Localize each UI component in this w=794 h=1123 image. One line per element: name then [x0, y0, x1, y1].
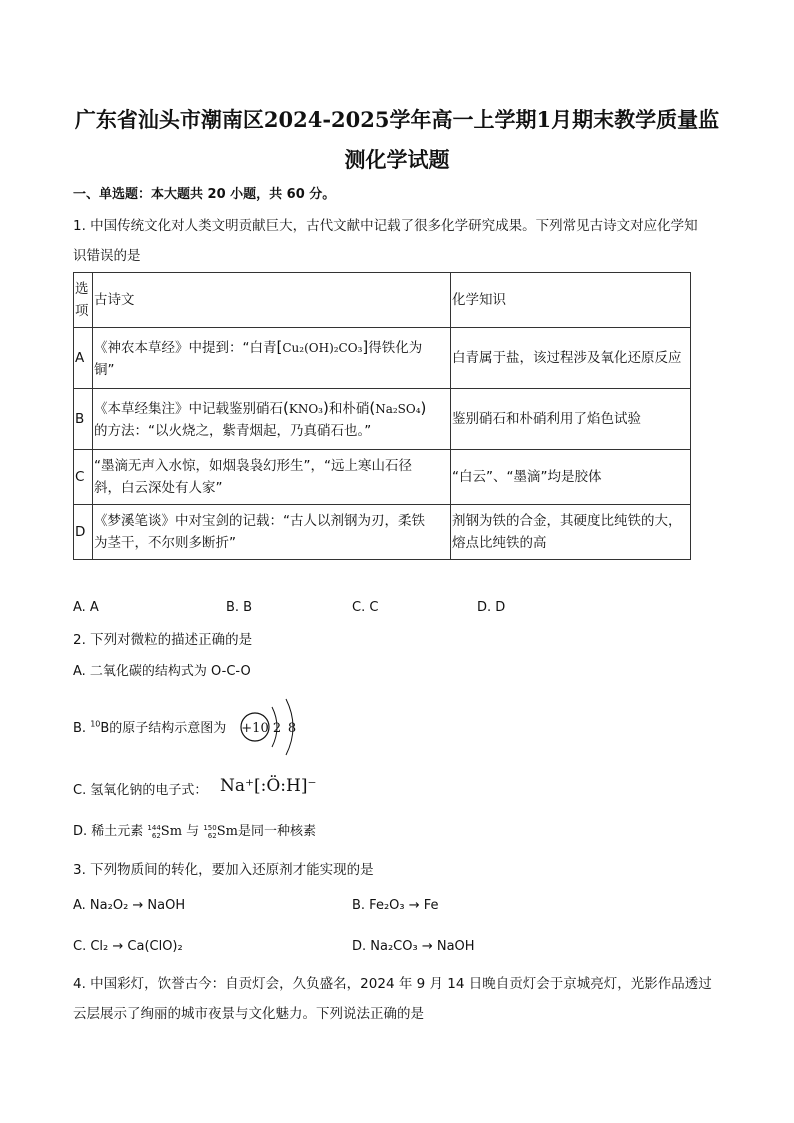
row-knowledge: “白云”、“墨滴”均是胶体 — [451, 450, 691, 505]
q2-option-a[interactable]: A. 二氧化碳的结构式为 O-C-O — [73, 664, 251, 679]
title-line-1: 广东省汕头市潮南区2024-2025学年高一上学期1月期末教学质量监 — [74, 107, 720, 132]
q4-stem-line-1: 4. 中国彩灯，饮誉古今：自贡灯会，久负盛名，2024 年 9 月 14 日晚自贡灯会于京城亮灯，光影作品透过 — [73, 976, 712, 992]
row-poem: “墨滴无声入水惊，如烟袅袅幻形生”，“远上寒山石径 斜，白云深处有人家” — [93, 450, 451, 505]
row-option: D — [74, 505, 93, 560]
row-knowledge: 白青属于盐，该过程涉及氧化还原反应 — [451, 328, 691, 389]
q4-stem-line-2: 云层展示了绚丽的城市夜景与文化魅力。下列说法正确的是 — [73, 1006, 424, 1022]
shell-electrons-2: 8 — [287, 721, 297, 736]
q2-option-b[interactable]: B. $^{10}$B的原子结构示意图为 — [73, 719, 227, 736]
q2-option-c[interactable]: C. 氢氧化钠的电子式： — [73, 783, 208, 798]
nucleus-charge: +10 — [241, 721, 269, 736]
q3-option-b[interactable]: B. Fe₂O₃ → Fe — [352, 898, 439, 913]
table-row — [74, 505, 691, 560]
q3-stem: 3. 下列物质间的转化，要加入还原剂才能实现的是 — [73, 862, 374, 878]
row-option: C — [74, 450, 93, 505]
header-poem: 古诗文 — [93, 273, 451, 328]
exam-title — [70, 100, 724, 180]
q3-option-a[interactable]: A. Na₂O₂ → NaOH — [73, 898, 186, 913]
header-knowledge: 化学知识 — [451, 273, 691, 328]
row-knowledge: 鉴别硝石和朴硝利用了焰色试验 — [451, 389, 691, 450]
table-row — [74, 450, 691, 505]
q1-option-c[interactable]: C. C — [352, 600, 379, 615]
q3-option-c[interactable]: C. Cl₂ → Ca(ClO)₂ — [73, 939, 183, 954]
q1-option-b[interactable]: B. B — [226, 600, 253, 615]
q3-option-d[interactable]: D. Na₂CO₃ → NaOH — [352, 939, 475, 954]
q2-stem: 2. 下列对微粒的描述正确的是 — [73, 632, 253, 648]
shell-electrons-1: 2 — [272, 721, 282, 736]
section-heading: 一、单选题：本大题共 20 小题，共 60 分。 — [73, 187, 336, 202]
q1-option-a[interactable]: A. A — [73, 600, 99, 615]
q1-option-d[interactable]: D. D — [477, 600, 506, 615]
row-option: B — [74, 389, 93, 450]
q1-table — [73, 272, 691, 560]
electron-formula: Na⁺[:Ö:H]⁻ — [220, 776, 317, 796]
row-poem: 《梦溪笔谈》中对宝剑的记载：“古人以剂钢为刃，柔铁 为茎干，不尔则多断折” — [93, 505, 451, 560]
atom-structure-diagram — [238, 695, 308, 759]
q2-option-d[interactable]: D. 稀土元素 144 62 Sm 与 150 62 Sm是同一种核素 — [73, 823, 316, 840]
row-poem: 《本草经集注》中记载鉴别硝石(KNO₃)和朴硝(Na₂SO₄) 的方法：“以火烧之，紫青烟起，乃真硝石也。” — [93, 389, 451, 450]
title-line-2: 测化学试题 — [344, 147, 450, 172]
table-row — [74, 389, 691, 450]
row-option: A — [74, 328, 93, 389]
table-row — [74, 328, 691, 389]
table-header-row — [74, 273, 691, 328]
header-option: 选 项 — [74, 273, 93, 328]
row-knowledge: 剂钢为铁的合金，其硬度比纯铁的大， 熔点比纯铁的高 — [451, 505, 691, 560]
row-poem: 《神农本草经》中提到：“白青[Cu₂(OH)₂CO₃]得铁化为 铜” — [93, 328, 451, 389]
q1-stem-line-1: 1. 中国传统文化对人类文明贡献巨大，古代文献中记载了很多化学研究成果。下列常见古诗文对应化学知 — [73, 218, 698, 234]
q1-stem-line-2: 识错误的是 — [73, 248, 141, 264]
